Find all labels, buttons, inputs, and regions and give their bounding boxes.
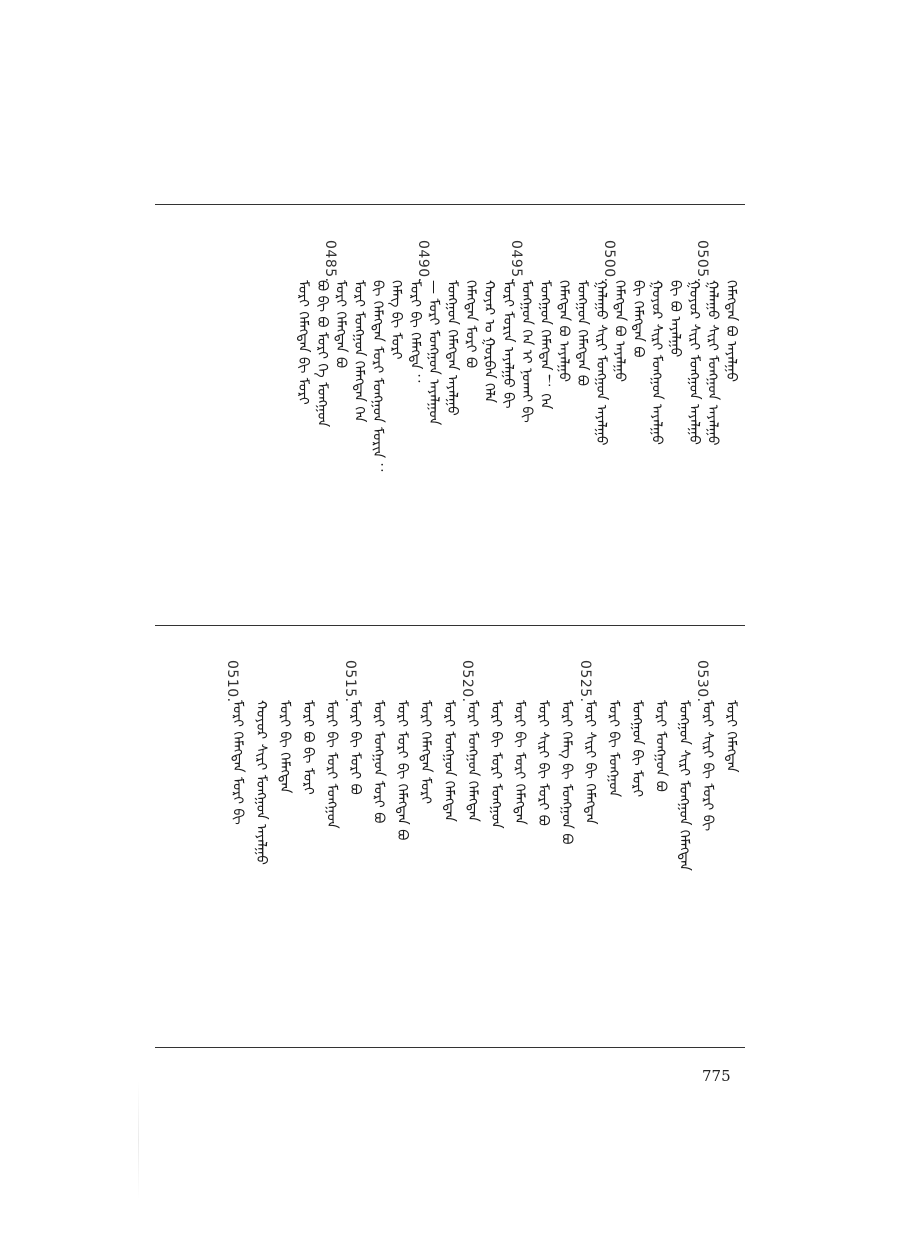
verse-text: ᠬᠡᠮᠡᠭᠳᠡᠨ ᠪᠣ ᠠᠶᠠᠯᠭᠤ	[611, 280, 628, 383]
verse-text: ᠮᠣᠷᠢ ᠪᠢ ᠮᠣᠷᠢ ᠬᠡᠮᠡᠭᠳᠡᠨ	[511, 700, 528, 825]
verse-text: ᠬᠡᠮᠡᠭᠳᠡᠨ ᠪᠣ ᠠᠶᠠᠯᠭᠤ	[723, 280, 739, 383]
line-number: 0525.	[576, 660, 593, 703]
verse-text: ᠮᠣᠷᠢ ᠮᠤᠩᠭᠤᠨ ᠬᠡᠮᠡᠭᠳᠡᠨ	[441, 700, 457, 822]
verse-text: ᠬᠣᠶᠤᠷ ᠰᠢᠷᠢ ᠮᠤᠩᠭᠤᠨ ᠠᠶᠠᠯᠭᠤ	[253, 700, 269, 865]
verse-text: ᠮᠣᠷᠢ ᠮᠤᠩᠭᠤᠨ ᠬᠡᠮᠡᠭᠳᠡᠨ ᠭᠡᠨ	[351, 280, 367, 423]
verse-text: ᠮᠣᠷᠢ ᠬᠡᠮᠡᠭᠳᠡᠨ	[723, 700, 739, 773]
verse-text: ᠮᠣᠷᠢ ᠮᠤᠩᠭᠤᠨ ᠬᠡᠮᠡᠭᠳᠡᠨ	[464, 700, 481, 822]
verse-text: ᠮᠣᠷᠢ ᠪᠢ ᠬᠡᠮᠡᠭᠳᠡ ：	[406, 280, 423, 388]
verse-text: ᠮᠣᠷᠢ ᠪᠢ ᠬᠡᠮᠡᠭᠳᠡᠨ	[276, 700, 293, 794]
verse-text: ᠭᠤᠶᠤᠷ ᠰᠢᠷᠢ ᠮᠤᠩᠭᠤᠨ ᠠᠶᠠᠯᠭᠤ	[685, 280, 702, 445]
verse-text: ᠮᠣᠷᠢ ᠮᠣᠷᠢᠨ ᠠᠶᠠᠯᠭᠤ ᠪᠢ	[499, 280, 516, 409]
verse-text: ᠬᠡᠮᠡᠭ ᠪᠢ ᠮᠣᠷᠢ	[388, 280, 405, 360]
verse-text: ᠮᠣᠷᠢ ᠮᠣᠷᠢ ᠪᠢ ᠬᠡᠮᠡᠭᠳᠡᠨ ᠪᠣ	[394, 700, 410, 841]
middle-rule	[155, 625, 745, 626]
verse-text: ᠮᠤᠩᠭᠤᠨ ᠪᠢ ᠮᠣᠷᠢ	[629, 700, 645, 798]
verse-text: ᠪᠢ ᠬᠡᠮᠡᠭᠳᠡᠨ ᠪᠣ	[630, 280, 646, 358]
line-number: 0530.	[694, 660, 710, 703]
verse-text: ᠮᠣᠷᠢ ᠬᠡᠮᠡᠭ ᠪᠢ ᠮᠤᠩᠭᠤᠨ ᠪᠣ	[558, 700, 575, 845]
verse-text: ᠮᠣᠷᠢ ᠰᠢᠷᠢ ᠪᠢ ᠮᠣᠷᠢ ᠪᠢ	[699, 700, 716, 832]
verse-text: ᠮᠣᠷᠢ ᠪᠣ ᠪᠢ ᠮᠣᠷᠢ	[300, 700, 316, 795]
line-number: 0510.	[224, 660, 240, 703]
verse-text: ᠮᠤᠩᠭᠤᠨ ᠬᠡᠮᠡᠭᠳᠡᠨ ᠠᠶᠠᠯᠭᠤ	[444, 280, 460, 416]
verse-text: ᠮᠣᠷᠢ ᠰᠢᠷᠢ ᠪᠢ ᠬᠡᠮᠡᠭᠳᠡᠨ	[582, 700, 598, 825]
scan-edge-mark	[138, 1080, 139, 1200]
verse-text: ᠮᠣᠷᠢ ᠪᠢ ᠮᠣᠷᠢ ᠪᠣ	[347, 700, 363, 795]
verse-text: ᠬᠣᠶᠠᠷ ᠤ ᠭᠤᠷᠪᠠᠨ ᠬᠡᠯᠡ	[481, 280, 498, 403]
verse-text: ᠪᠣ ᠪᠢ ᠪᠣ ᠮᠣᠷᠢ ᠬᠡ ᠮᠤᠩᠭᠤᠨ	[313, 280, 330, 428]
line-number: 0490.	[415, 240, 431, 283]
verse-text: ᠮᠣᠷᠢ ᠬᠡᠮᠡᠭᠳᠡᠨ ᠮᠣᠷᠢ	[417, 700, 434, 804]
line-number: 0505.	[694, 240, 710, 283]
verse-text: ᠮᠤᠩᠭᠤᠨ ᠬᠡᠮᠡᠭᠳᠡᠨ ᠪᠣ	[574, 280, 591, 387]
line-number: 0520.	[459, 660, 475, 703]
verse-text: ᠮᠣᠷᠢ ᠪᠢ ᠮᠣᠷᠢ ᠮᠤᠩᠭᠤᠨ	[323, 700, 340, 829]
verse-text: ᠭᠠᠯᠠᠭᠤ ᠰᠢᠷᠢ ᠮᠤᠩᠭᠤᠨ ᠠᠶᠠᠯᠭᠤ	[704, 280, 721, 446]
verse-text: ᠮᠣᠷᠢ ᠪᠢ ᠮᠣᠷᠢ ᠮᠤᠩᠭᠤᠨ	[488, 700, 504, 829]
page-number: 775	[702, 1067, 731, 1085]
bottom-rule	[155, 1047, 745, 1048]
verse-text: ᠭᠤᠶᠤᠷ ᠰᠢᠷᠢ ᠮᠤᠩᠭᠤᠨ ᠠᠶᠠᠯᠭᠤ	[648, 280, 665, 445]
verse-text: ᠮᠣᠷᠢ ᠰᠢᠷᠢ ᠪᠢ ᠮᠣᠷᠢ ᠪᠣ	[535, 700, 551, 826]
verse-text: ᠮᠣᠷᠢ ᠬᠡᠮᠡᠭᠳᠡᠨ ᠪᠢ ᠮᠣᠷᠢ	[295, 280, 312, 405]
verse-text: ᠪᠢ ᠪᠣ ᠠᠶᠠᠯᠭᠤ	[667, 280, 684, 358]
verse-text: ᠮᠣᠷᠢ ᠪᠢ ᠮᠤᠩᠭᠤᠨ	[605, 700, 622, 798]
verse-text: ᠮᠣᠷᠢ ᠬᠡᠮᠡᠭᠳᠡᠨ ᠪᠣ	[332, 280, 349, 369]
verse-text: ᠬᠡᠮᠡᠭᠳᠡᠨ ᠪᠣ ᠠᠶᠠᠯᠭᠤ	[555, 280, 572, 383]
verse-text: ᠮᠣᠷᠢ ᠮᠤᠩᠭᠤᠨ ᠮᠣᠷᠢ ᠪᠣ	[370, 700, 387, 824]
verse-text: ᠮᠤᠩᠭᠤᠨ ᠬᠡᠨ ᠢ ᠨᠣᠬᠠᠢ ᠪᠢ	[518, 280, 535, 423]
line-number: 0515.	[341, 660, 358, 703]
verse-text: ᠬᠡᠮᠡᠭᠳᠡᠨ ᠮᠣᠷᠢ ᠪᠣ	[462, 280, 479, 369]
verse-text: — ᠮᠣᠷᠢ ᠮᠤᠩᠭᠤᠨ ᠠᠶᠠᠯᠭᠤᠨ	[425, 280, 442, 426]
verse-text: ᠮᠣᠷᠢ ᠬᠡᠮᠡᠭᠳᠡᠨ ᠮᠣᠷᠢ ᠪᠢ	[229, 700, 246, 825]
line-number: 0485.	[322, 240, 338, 283]
line-number: 0495.	[508, 240, 524, 283]
verse-text: ᠮᠤᠩᠭᠤᠨ ᠰᠢᠷᠢ ᠮᠤᠩᠭᠤᠨ ᠬᠡᠮᠡᠭᠳᠡᠨ	[676, 700, 692, 871]
verse-text: ᠭᠠᠯᠠᠭᠤ ᠰᠢᠷᠢ ᠮᠤᠩᠭᠤᠨ ᠠᠶᠠᠯᠭᠤ	[592, 280, 609, 446]
verse-text: ᠪᠢ ᠬᠡᠮᠡᠭᠳᠡᠨ ᠮᠣᠷᠢ ᠮᠤᠩᠭᠤᠨ ᠮᠣᠷᠢᠨ ：	[369, 280, 386, 477]
verse-text: ᠮᠣᠷᠢ ᠮᠤᠩᠭᠤᠨ ᠪᠣ	[652, 700, 669, 792]
line-number: 0500.	[601, 240, 617, 283]
top-rule	[155, 204, 745, 205]
verse-text: ᠮᠤᠩᠭᠤᠨ ᠬᠡᠮᠡᠭᠳᠡᠨ ！ ᠭᠡᠨ	[537, 280, 553, 410]
